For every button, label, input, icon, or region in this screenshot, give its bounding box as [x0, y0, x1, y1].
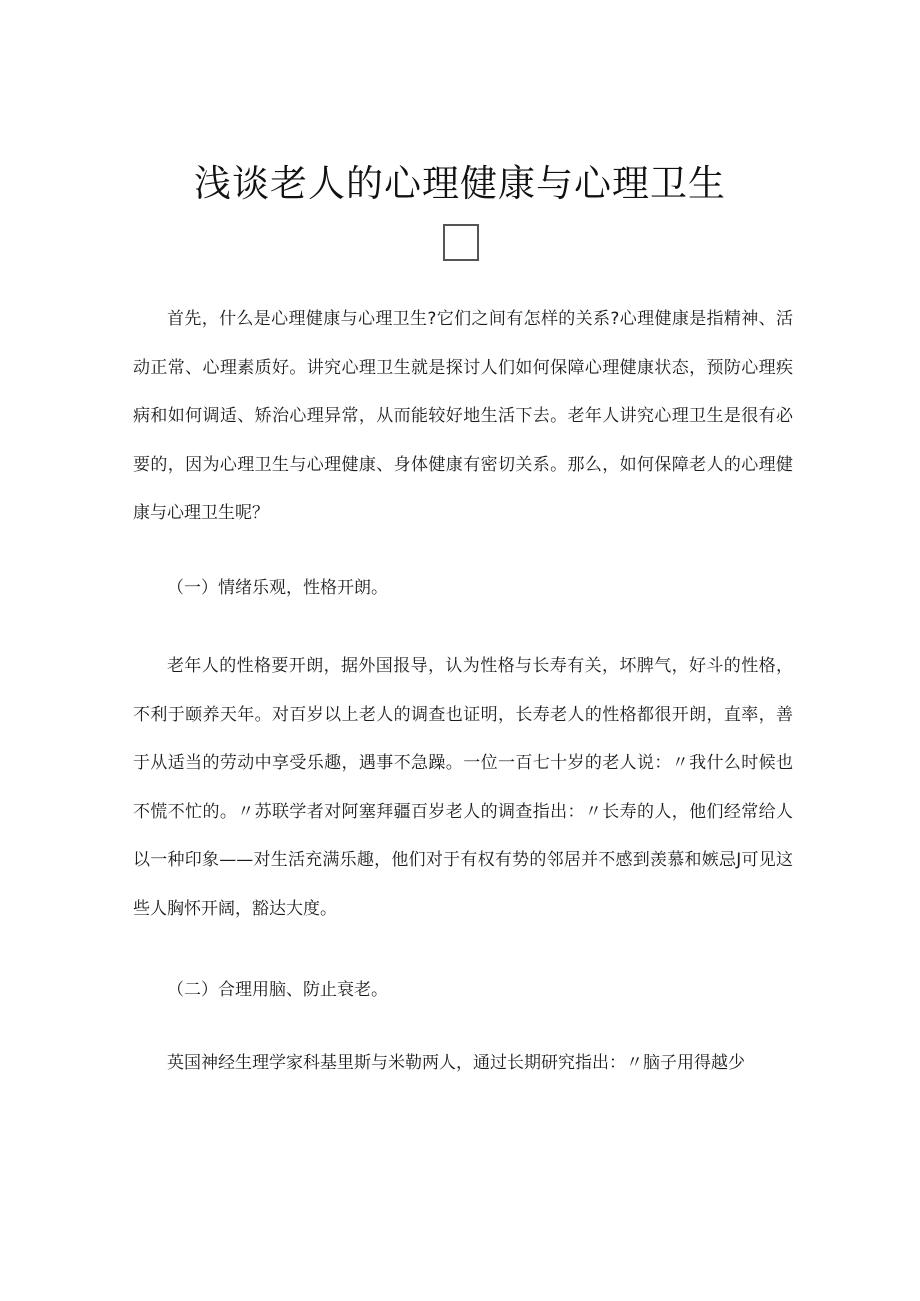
- empty-image-placeholder: [443, 224, 479, 261]
- intro-paragraph: 首先，什么是心理健康与心理卫生?它们之间有怎样的关系?心理健康是指精神、活动正常、心理素质好。讲究心理卫生就是探讨人们如何保障心理健康状态，预防心理疾病和如何调适、矫治心理异常，从而能较好地生活下去。老年人讲究心理卫生是很有必要的，因为心理卫生与心理健康、身体健康有密切关系。那么，如何保障老人的心理健康与心理卫生呢？: [133, 309, 793, 523]
- document-title: 浅谈老人的心理健康与心理卫生: [194, 162, 726, 205]
- section-heading-1: （一）情绪乐观，性格开朗。: [167, 578, 388, 598]
- section-1-paragraph: 老年人的性格要开朗，据外国报导，认为性格与长寿有关，坏脾气，好斗的性格，不利于颐养天年。对百岁以上老人的调查也证明，长寿老人的性格都很开朗，直率，善于从适当的劳动中享受乐趣，遇事不急躁。一位一百七十岁的老人说：〃我什么时候也不慌不忙的。〃苏联学者对阿塞拜疆百岁老人的调查指出：〃长寿的人，他们经常给人以一种印象——对生活充满乐趣，他们对于有权有势的邻居并不感到羡慕和嫉忌J可见这些人胸怀开阔，豁达大度。: [133, 656, 793, 919]
- section-2-paragraph: 英国神经生理学家科基里斯与米勒两人，通过长期研究指出：〃脑子用得越少: [167, 1053, 745, 1073]
- section-heading-2: （二）合理用脑、防止衰老。: [167, 980, 388, 1000]
